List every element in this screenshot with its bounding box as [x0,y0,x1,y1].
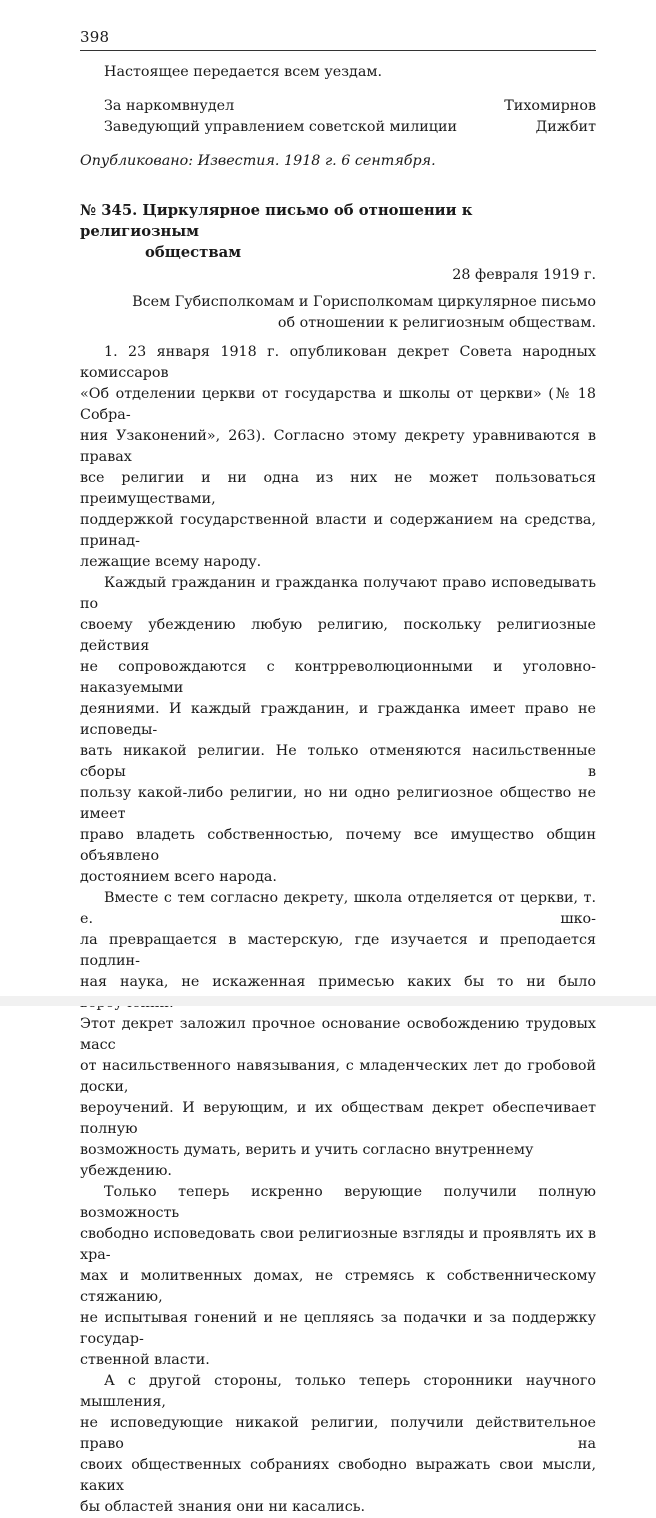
paragraph-line: 1. 23 января 1918 г. опубликован декрет Совета народных комиссаров [80,344,596,381]
paragraph-line: свободно исповедовать свои религиозные взгляды и проявлять их в хра- [80,1226,596,1263]
paragraph-line: Этот декрет заложил прочное основание освобождению трудовых масс [80,1016,596,1053]
scan-edge [0,996,656,1006]
address-line: об отношении к религиозным обществам. [277,315,596,331]
page-content [80,62,596,1518]
paragraph-line: поддержкой государственной власти и содержанием на средства, принад- [80,512,596,549]
paragraph-line: не сопровождаются с контрреволюционными и уголовно-наказуемыми [80,659,596,696]
paragraph-line: Каждый гражданин и гражданка получают право исповедывать по [80,575,596,612]
paragraph-line: возможность думать, верить и учить согласно внутреннему убеждению. [80,1142,534,1179]
signature-title: Заведующий управлением советской милиции [104,119,458,135]
paragraph-line: бы областей знания они ни касались. [80,1499,366,1515]
page-number: 398 [80,28,110,46]
paragraph-line: не исповедующие никакой религии, получили действительное право на [80,1415,596,1452]
paragraph-line: Только теперь искренно верующие получили полную возможность [80,1184,596,1221]
paragraph-line: лежащие всему народу. [80,554,262,570]
paragraph-line: достоянием всего народа. [80,869,277,885]
paragraph-line: право владеть собственностью, почему все имущество общин объявлено [80,827,596,864]
paragraph-line: своему убеждению любую религию, поскольку религиозные действия [80,617,596,654]
paragraph-line: А с другой стороны, только теперь сторонники научного мышления, [80,1373,596,1410]
paragraph-line: пользу какой-либо религии, но ни одно религиозное общество не имеет [80,785,596,822]
paragraph-line: не испытывая гонений и не цепляясь за подачки и за поддержку государ- [80,1310,596,1347]
signature-name: Тихомирнов [504,98,596,114]
body-text [80,342,596,1518]
document-date: 28 февраля 1919 г. [452,267,596,283]
address-line: Всем Губисполкомам и Горисполкомам циркулярное письмо [132,294,596,310]
document-title-continued: обществам [145,244,242,261]
paragraph-line: все религии и ни одна из них не может пользоваться преимуществами, [80,470,596,507]
paragraph-line: своих общественных собраниях свободно выражать свои мысли, каких [80,1457,596,1494]
paragraph-line: от насильственного навязывания, с младенческих лет до гробовой доски, [80,1058,596,1095]
publication-note: Опубликовано: Известия. 1918 г. 6 сентября. [80,153,436,169]
transmit-note: Настоящее передается всем уездам. [104,64,383,80]
paragraph-line: ния Узаконений», 263). Согласно этому декрету уравниваются в правах [80,428,596,465]
document-title: № 345. Циркулярное письмо об отношении к религиозным [80,202,473,240]
signature-row [80,96,596,117]
header-rule [80,50,596,51]
signature-row [80,117,596,138]
paragraph-line: ственной власти. [80,1352,210,1368]
paragraph-line: деяниями. И каждый гражданин, и гражданка имеет право не исповеды- [80,701,596,738]
paragraph-line: ная наука, не искаженная примесью каких бы то ни было [80,974,596,990]
paragraph-line: «Об отделении церкви от государства и школы от церкви» (№ 18 Собра- [80,386,596,423]
paragraph-line: вероучений. И верующим, и их обществам декрет обеспечивает полную [80,1100,596,1137]
paragraph-line: мах и молитвенных домах, не стремясь к собственническому стяжанию, [80,1268,596,1305]
paragraph-line: ла превращается в мастерскую, где изучается и преподается подлин- [80,932,596,969]
signature-name: Дижбит [535,119,596,135]
paragraph-line: Вместе с тем согласно декрету, школа отделяется от церкви, т. е. шко- [80,890,596,927]
signature-title: За наркомвнудел [104,98,235,114]
paragraph-line: вать никакой религии. Не только отменяются насильственные сборы в [80,743,596,780]
